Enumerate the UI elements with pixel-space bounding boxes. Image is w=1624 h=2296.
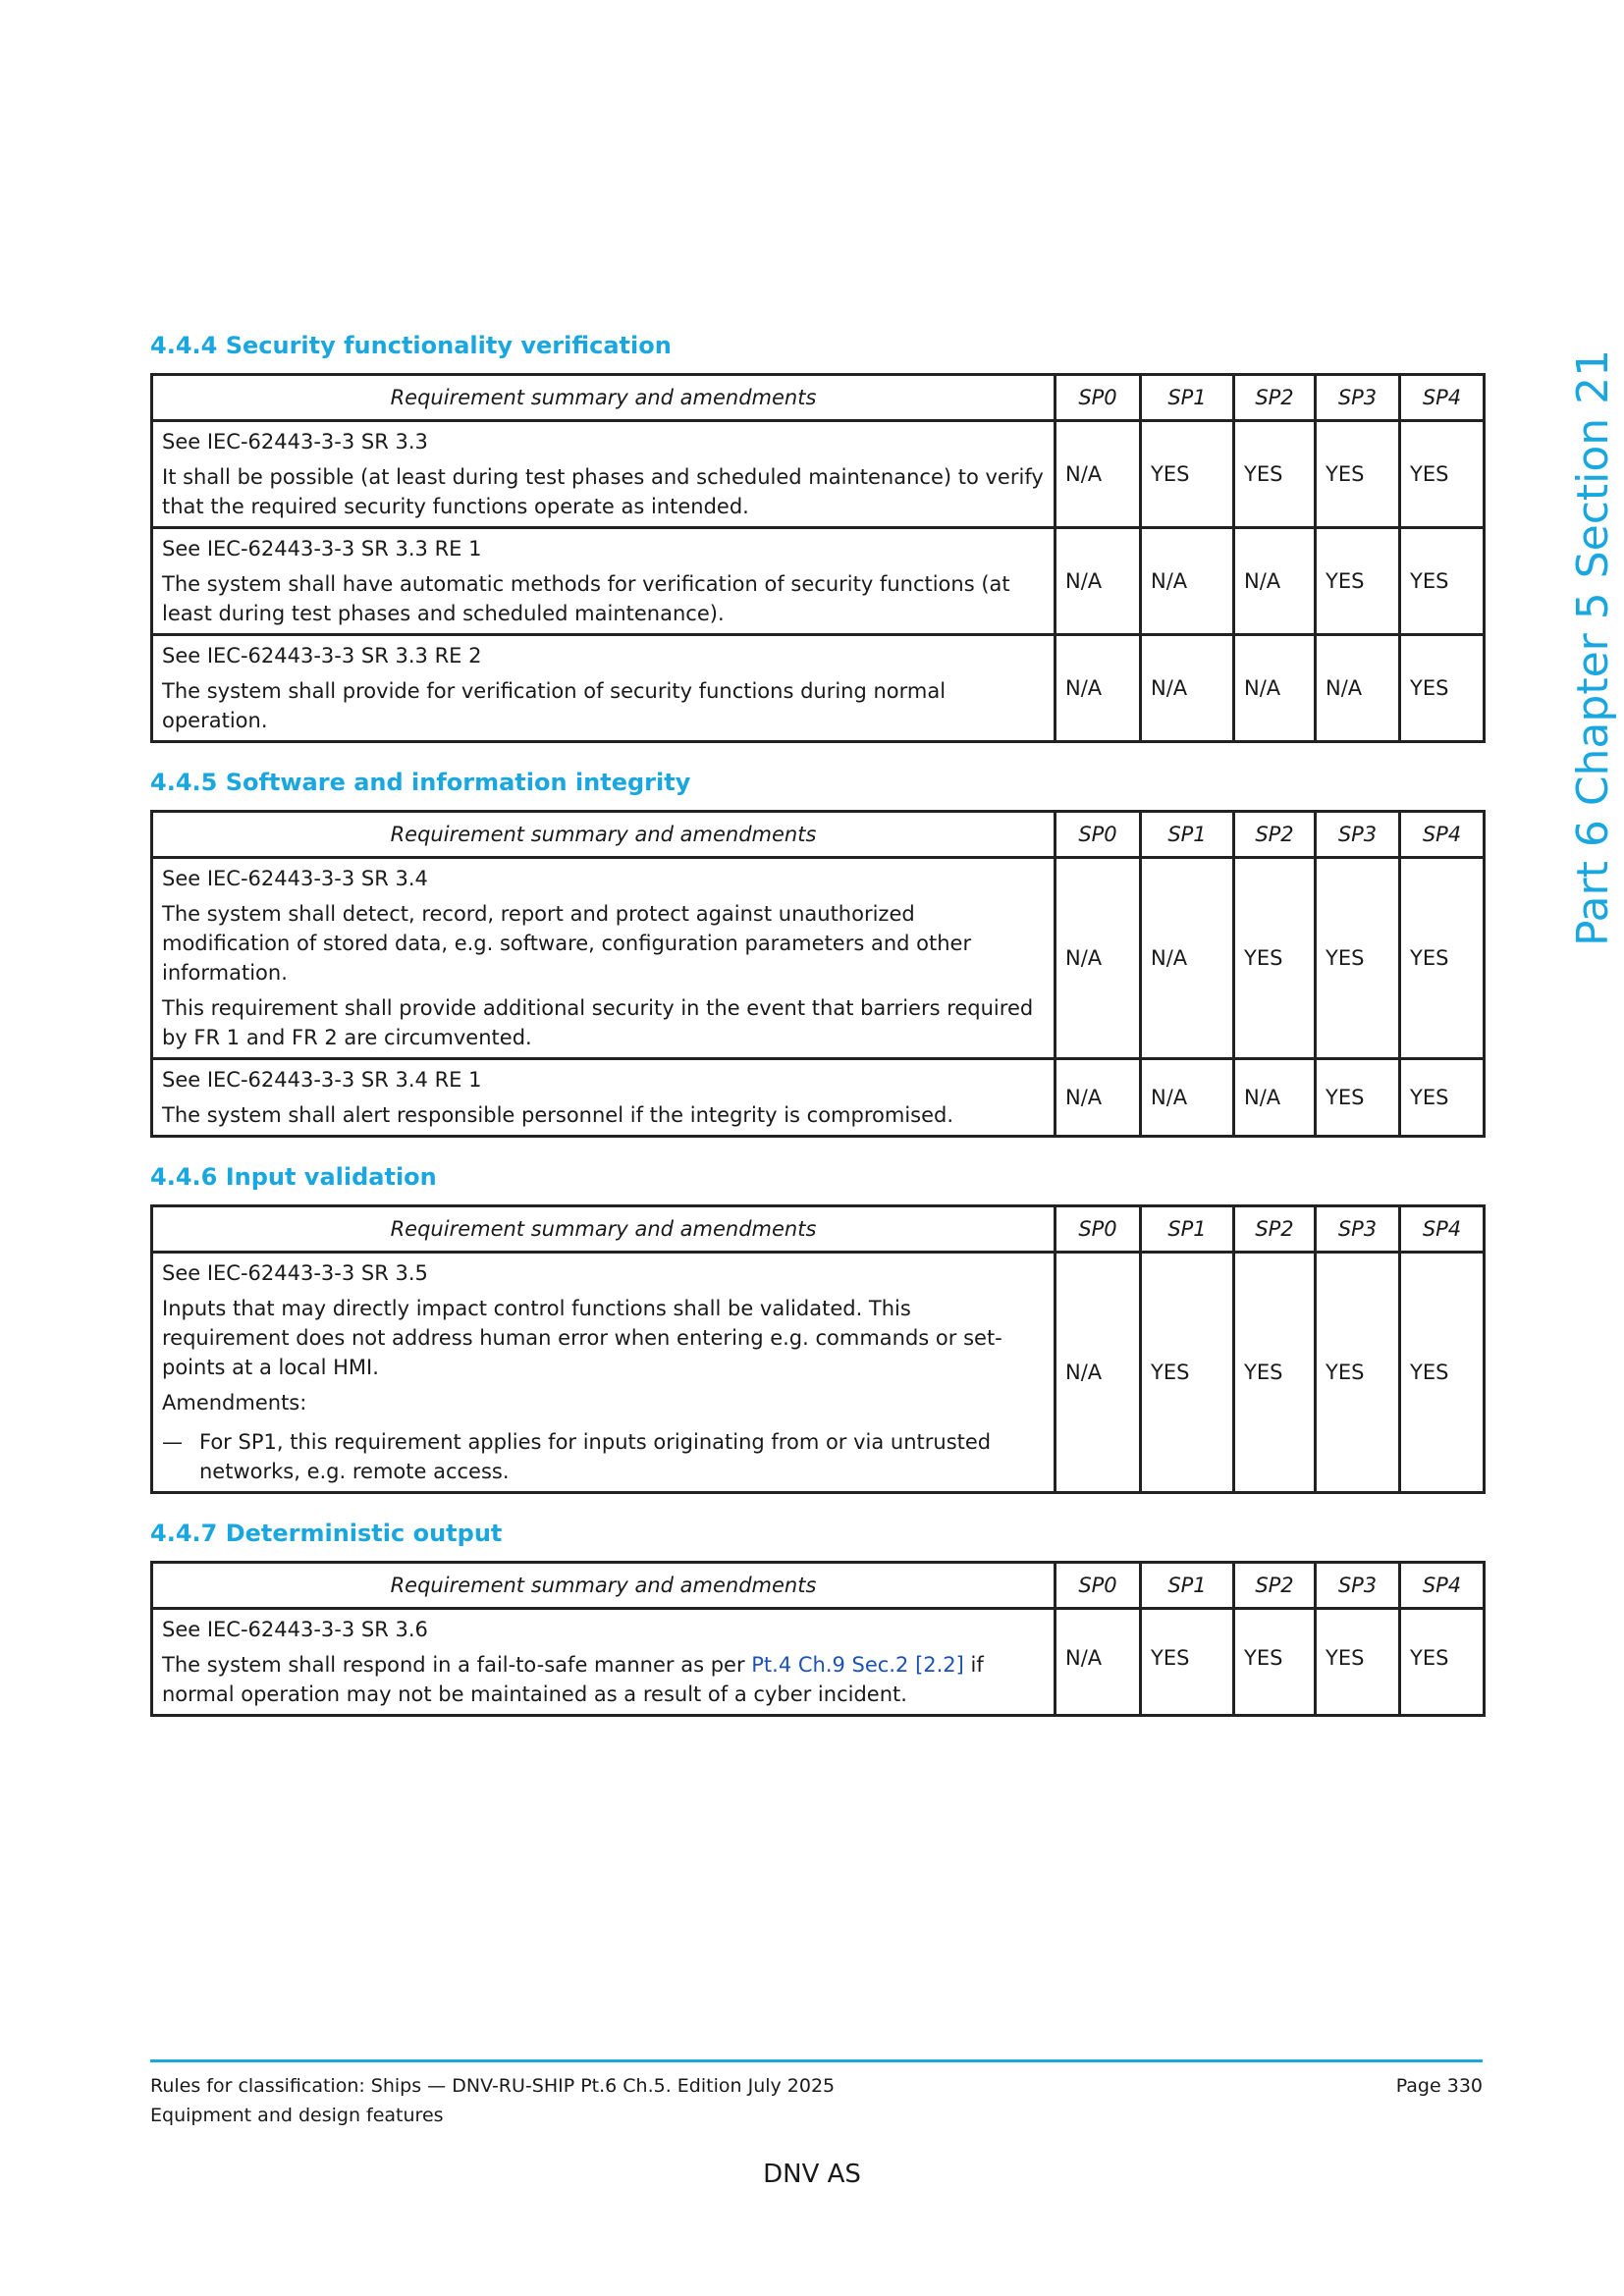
header-sp1: SP1 — [1141, 1206, 1234, 1253]
amendments-label: Amendments: — [162, 1391, 307, 1415]
sp4-value: YES — [1400, 1609, 1485, 1716]
footer-document-info — [150, 2071, 835, 2130]
requirement-text-additional: This requirement shall provide additional security in the event that barriers required by FR 1 and FR 2 are circumvented. — [162, 996, 1034, 1049]
table-row — [152, 1059, 1485, 1137]
requirement-reference: See IEC-62443-3-3 SR 3.3 RE 2 — [162, 644, 482, 667]
header-sp3: SP3 — [1316, 1563, 1400, 1609]
sp1-value: YES — [1141, 421, 1234, 528]
table-row — [152, 1253, 1485, 1493]
sp4-value: YES — [1400, 1059, 1485, 1137]
footer-rules-line: Rules for classification: Ships — DNV-RU-SHIP Pt.6 Ch.5. Edition July 2025 — [150, 2075, 836, 2097]
requirement-reference: See IEC-62443-3-3 SR 3.3 RE 1 — [162, 537, 482, 561]
header-sp4: SP4 — [1400, 1563, 1485, 1609]
sp1-value: N/A — [1141, 635, 1234, 742]
sp0-value: N/A — [1056, 1253, 1141, 1493]
sp2-value: YES — [1234, 1609, 1316, 1716]
page-content — [150, 332, 1483, 1717]
cross-reference-link[interactable]: Pt.4 Ch.9 Sec.2 [2.2] — [751, 1653, 964, 1677]
requirement-text: It shall be possible (at least during test phases and scheduled maintenance) to verify that the required security functions operate as intended. — [162, 465, 1044, 518]
sp4-value: YES — [1400, 858, 1485, 1059]
table-header-row — [152, 375, 1485, 421]
table-header-row — [152, 812, 1485, 858]
sp2-value: YES — [1234, 858, 1316, 1059]
requirements-table-447 — [150, 1561, 1486, 1717]
sp2-value: YES — [1234, 1253, 1316, 1493]
page-number: Page 330 — [1395, 2075, 1483, 2097]
sp3-value: YES — [1316, 1059, 1400, 1137]
requirement-cell — [152, 528, 1056, 635]
sp0-value: N/A — [1056, 1609, 1141, 1716]
header-sp0: SP0 — [1056, 812, 1141, 858]
requirement-reference: See IEC-62443-3-3 SR 3.4 RE 1 — [162, 1068, 482, 1092]
sp2-value: YES — [1234, 421, 1316, 528]
requirement-text — [162, 1650, 1044, 1709]
requirement-cell — [152, 1609, 1056, 1716]
requirement-cell — [152, 858, 1056, 1059]
header-sp2: SP2 — [1234, 1563, 1316, 1609]
requirement-text: The system shall detect, record, report and protect against unauthorized modification of stored data, e.g. software, configuration parameters and other information. — [162, 902, 972, 985]
sp3-value: N/A — [1316, 635, 1400, 742]
sp4-value: YES — [1400, 1253, 1485, 1493]
sp0-value: N/A — [1056, 1059, 1141, 1137]
part-chapter-section-label: Part 6 Chapter 5 Section 21 — [1568, 348, 1618, 946]
sp3-value: YES — [1316, 528, 1400, 635]
header-sp2: SP2 — [1234, 812, 1316, 858]
sp1-value: N/A — [1141, 858, 1234, 1059]
sp0-value: N/A — [1056, 421, 1141, 528]
header-sp1: SP1 — [1141, 375, 1234, 421]
dash-bullet: — — [162, 1430, 183, 1454]
table-row — [152, 858, 1485, 1059]
table-row — [152, 528, 1485, 635]
requirement-reference: See IEC-62443-3-3 SR 3.4 — [162, 867, 428, 890]
table-header-row — [152, 1563, 1485, 1609]
requirement-text-end: if normal operation may not be maintained as a result of a cyber incident. — [162, 1653, 984, 1706]
sp3-value: YES — [1316, 1609, 1400, 1716]
header-sp0: SP0 — [1056, 375, 1141, 421]
section-title-446: 4.4.6 Input validation — [150, 1163, 437, 1191]
requirement-cell — [152, 635, 1056, 742]
footer-divider — [150, 2059, 1483, 2062]
amendment-list-item — [162, 1427, 1044, 1486]
sp4-value: YES — [1400, 421, 1485, 528]
requirements-table-444 — [150, 373, 1486, 743]
header-sp0: SP0 — [1056, 1563, 1141, 1609]
section-title-444: 4.4.4 Security functionality verification — [150, 332, 672, 359]
sp2-value: N/A — [1234, 528, 1316, 635]
requirement-cell — [152, 421, 1056, 528]
requirement-cell — [152, 1253, 1056, 1493]
sp0-value: N/A — [1056, 635, 1141, 742]
requirement-text: The system shall have automatic methods for verification of security functions (at least during test phases and scheduled maintenance). — [162, 572, 1010, 625]
header-sp4: SP4 — [1400, 812, 1485, 858]
sp3-value: YES — [1316, 421, 1400, 528]
requirement-text: The system shall provide for verification of security functions during normal operation. — [162, 679, 947, 732]
header-sp4: SP4 — [1400, 1206, 1485, 1253]
sp4-value: YES — [1400, 635, 1485, 742]
header-sp4: SP4 — [1400, 375, 1485, 421]
table-row — [152, 1609, 1485, 1716]
header-requirement: Requirement summary and amendments — [152, 1563, 1056, 1609]
sp0-value: N/A — [1056, 528, 1141, 635]
section-title-447: 4.4.7 Deterministic output — [150, 1520, 503, 1547]
sp2-value: N/A — [1234, 1059, 1316, 1137]
footer-chapter-line: Equipment and design features — [150, 2105, 444, 2126]
table-row — [152, 635, 1485, 742]
sp0-value: N/A — [1056, 858, 1141, 1059]
requirement-reference: See IEC-62443-3-3 SR 3.5 — [162, 1261, 428, 1285]
requirement-text: Inputs that may directly impact control functions shall be validated. This requirement does not address human error when entering e.g. commands or set-points at a local HMI. — [162, 1297, 1002, 1379]
sp1-value: N/A — [1141, 528, 1234, 635]
publisher-name: DNV AS — [763, 2160, 861, 2189]
sp4-value: YES — [1400, 528, 1485, 635]
header-sp0: SP0 — [1056, 1206, 1141, 1253]
sp1-value: N/A — [1141, 1059, 1234, 1137]
header-requirement: Requirement summary and amendments — [152, 1206, 1056, 1253]
header-sp1: SP1 — [1141, 812, 1234, 858]
sp3-value: YES — [1316, 858, 1400, 1059]
requirements-table-445 — [150, 810, 1486, 1138]
section-title-445: 4.4.5 Software and information integrity — [150, 769, 691, 796]
header-sp1: SP1 — [1141, 1563, 1234, 1609]
header-sp2: SP2 — [1234, 1206, 1316, 1253]
sp1-value: YES — [1141, 1253, 1234, 1493]
header-sp3: SP3 — [1316, 375, 1400, 421]
requirement-text-start: The system shall respond in a fail-to-safe manner as per — [162, 1653, 752, 1677]
sp1-value: YES — [1141, 1609, 1234, 1716]
header-sp3: SP3 — [1316, 1206, 1400, 1253]
table-header-row — [152, 1206, 1485, 1253]
sp3-value: YES — [1316, 1253, 1400, 1493]
header-sp2: SP2 — [1234, 375, 1316, 421]
requirement-reference: See IEC-62443-3-3 SR 3.6 — [162, 1618, 428, 1641]
requirements-table-446 — [150, 1204, 1486, 1494]
requirement-text: The system shall alert responsible personnel if the integrity is compromised. — [162, 1103, 954, 1127]
requirement-reference: See IEC-62443-3-3 SR 3.3 — [162, 430, 428, 454]
table-row — [152, 421, 1485, 528]
header-sp3: SP3 — [1316, 812, 1400, 858]
header-requirement: Requirement summary and amendments — [152, 375, 1056, 421]
amendment-text: For SP1, this requirement applies for inputs originating from or via untrusted networks, e.g. remote access. — [199, 1430, 992, 1483]
sp2-value: N/A — [1234, 635, 1316, 742]
header-requirement: Requirement summary and amendments — [152, 812, 1056, 858]
requirement-cell — [152, 1059, 1056, 1137]
